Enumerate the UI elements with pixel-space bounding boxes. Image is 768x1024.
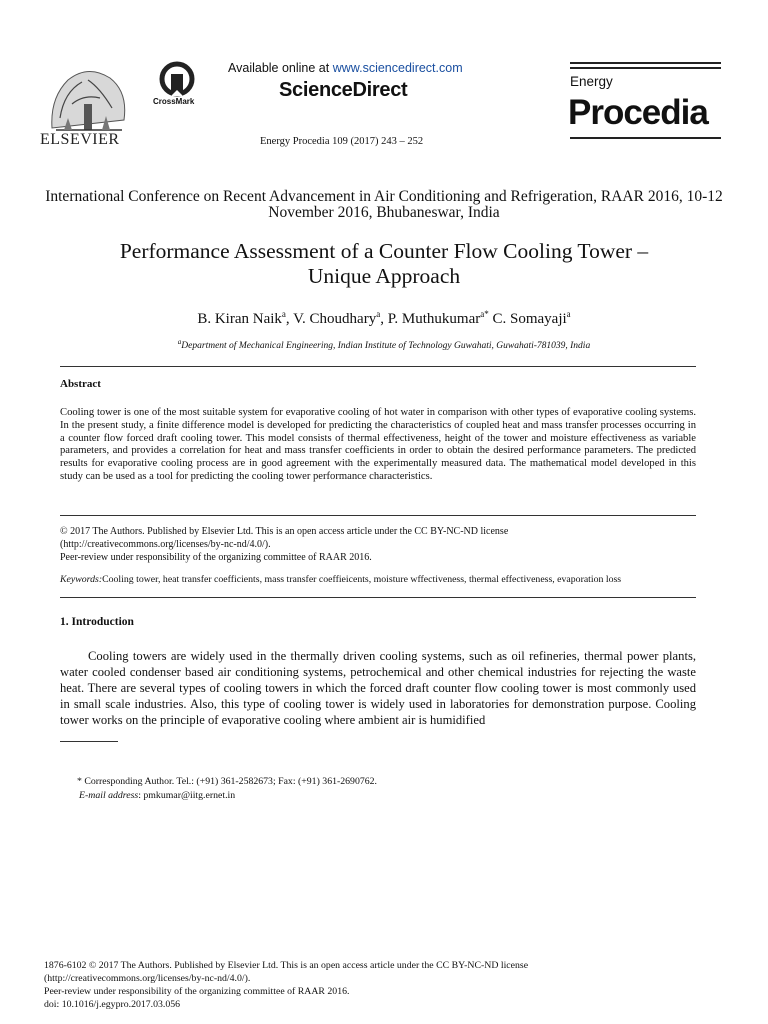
section-heading-introduction: 1. Introduction	[60, 616, 134, 628]
affiliation	[40, 338, 728, 351]
journal-logo-rule-top	[570, 62, 721, 64]
footer-doi[interactable]: doi: 10.1016/j.egypro.2017.03.056	[44, 999, 181, 1010]
author-separator: ,	[285, 311, 294, 327]
license-notice	[60, 525, 696, 564]
keywords-text: Cooling tower, heat transfer coefficients, mass transfer coeffieicents, moisture wffectiveness, thermal effectiveness, evaporation loss	[102, 574, 622, 585]
footer-license-link[interactable]: (http://creativecommons.org/licenses/by-nc-nd/4.0/).	[44, 973, 251, 984]
introduction-text: Cooling towers are widely used in the thermally driven cooling systems, such as oil refineries, thermal power plants, water cooled condenser based air conditioning systems, petrochemical and other chemical industries for rejecting the waste heat. There are several types of cooling towers in which the forced draft counter flow cooling tower is most commonly used in small scale industries. Also, this type of cooling tower is widely used in laboratories for demonstration purpose. Cooling tower works on the principle of evaporative cooling where ambient air is humidified	[60, 649, 696, 728]
footer-peer-review: Peer-review under responsibility of the organizing committee of RAAR 2016.	[44, 986, 350, 997]
license-peer-review: Peer-review under responsibility of the organizing committee of RAAR 2016.	[60, 552, 372, 563]
abstract-text: Cooling tower is one of the most suitable system for evaporative cooling of hot water in comparison with other types of evaporative cooling systems. In the present study, a finite difference model is developed for predicting the characteristics of coupled heat and mass transfer processes occurring in a counter flow forced draft cooling tower. This model consists of thermal effectiveness, height of the tower and moisture effectiveness as variable parameters, and provides a correlation for heat and mass transfer coefficients in order to obtain the desired performance parameters. The predicted results for evaporative cooling process are in good agreement with the experimentally measured data. The mathematical model developed in this study can be used as a tool for predicting the cooling tower performance characteristics.	[60, 407, 696, 482]
journal-reference: Energy Procedia 109 (2017) 243 – 252	[260, 136, 424, 147]
sciencedirect-wordmark[interactable]: ScienceDirect	[279, 79, 408, 101]
available-online-line	[228, 61, 463, 75]
page-footer	[44, 959, 528, 1011]
keywords-bottom-rule	[60, 597, 696, 598]
paper-title-line-2: Unique Approach	[307, 264, 461, 288]
crossmark-label: CrossMark	[153, 97, 195, 106]
journal-logo-energy: Energy	[570, 74, 613, 89]
paper-title-line-1: Performance Assessment of a Counter Flow Cooling Tower –	[119, 239, 649, 263]
author-name: V. Choudhary	[293, 311, 377, 327]
corresponding-author-footnote: * Corresponding Author. Tel.: (+91) 361-2582673; Fax: (+91) 361-2690762.	[77, 776, 377, 787]
paper-title	[40, 239, 728, 289]
license-line-1: © 2017 The Authors. Published by Elsevier Ltd. This is an open access article under the CC BY-NC-ND license	[60, 526, 509, 537]
author-name: C. Somayaji	[492, 311, 567, 327]
sciencedirect-url-link[interactable]: www.sciencedirect.com	[332, 61, 463, 75]
email-label: E-mail address	[79, 790, 139, 801]
available-prefix: Available online at	[228, 61, 333, 75]
affiliation-mark: a	[177, 338, 182, 346]
author-affiliation-mark: a*	[480, 309, 489, 319]
author-name: B. Kiran Naik	[197, 311, 282, 327]
journal-logo-rule-bottom	[570, 137, 721, 139]
affiliation-text: Department of Mechanical Engineering, Indian Institute of Technology Guwahati, Guwahati-781039, India	[181, 341, 591, 352]
abstract-heading: Abstract	[60, 378, 101, 390]
author-affiliation-mark: a	[376, 309, 381, 319]
journal-logo-procedia: Procedia	[568, 93, 708, 132]
footnote-rule	[60, 741, 118, 742]
author-affiliation-mark: a	[281, 309, 286, 319]
introduction-paragraph	[60, 648, 696, 728]
abstract-bottom-rule	[60, 515, 696, 516]
license-url-link[interactable]: (http://creativecommons.org/licenses/by-nc-nd/4.0/).	[60, 539, 271, 550]
publisher-name: ELSEVIER	[40, 131, 120, 148]
conference-name: International Conference on Recent Advancement in Air Conditioning and Refrigeration, RAAR 2016, 10-12 November 2016, Bhubaneswar, India	[45, 188, 723, 221]
keywords-label: Keywords:	[60, 574, 103, 585]
keywords	[60, 574, 720, 585]
author-name: P. Muthukumar	[387, 311, 481, 327]
author-list	[40, 309, 728, 328]
footer-issn-line: 1876-6102 © 2017 The Authors. Published by Elsevier Ltd. This is an open access article under the CC BY-NC-ND license	[44, 960, 529, 971]
email-footnote	[79, 790, 235, 801]
abstract-top-rule	[60, 366, 696, 367]
author-affiliation-mark: a	[566, 309, 571, 319]
author-separator: ,	[380, 311, 388, 327]
journal-logo-rule-2	[570, 67, 721, 69]
email-value[interactable]: : pmkumar@iitg.ernet.in	[138, 790, 236, 801]
